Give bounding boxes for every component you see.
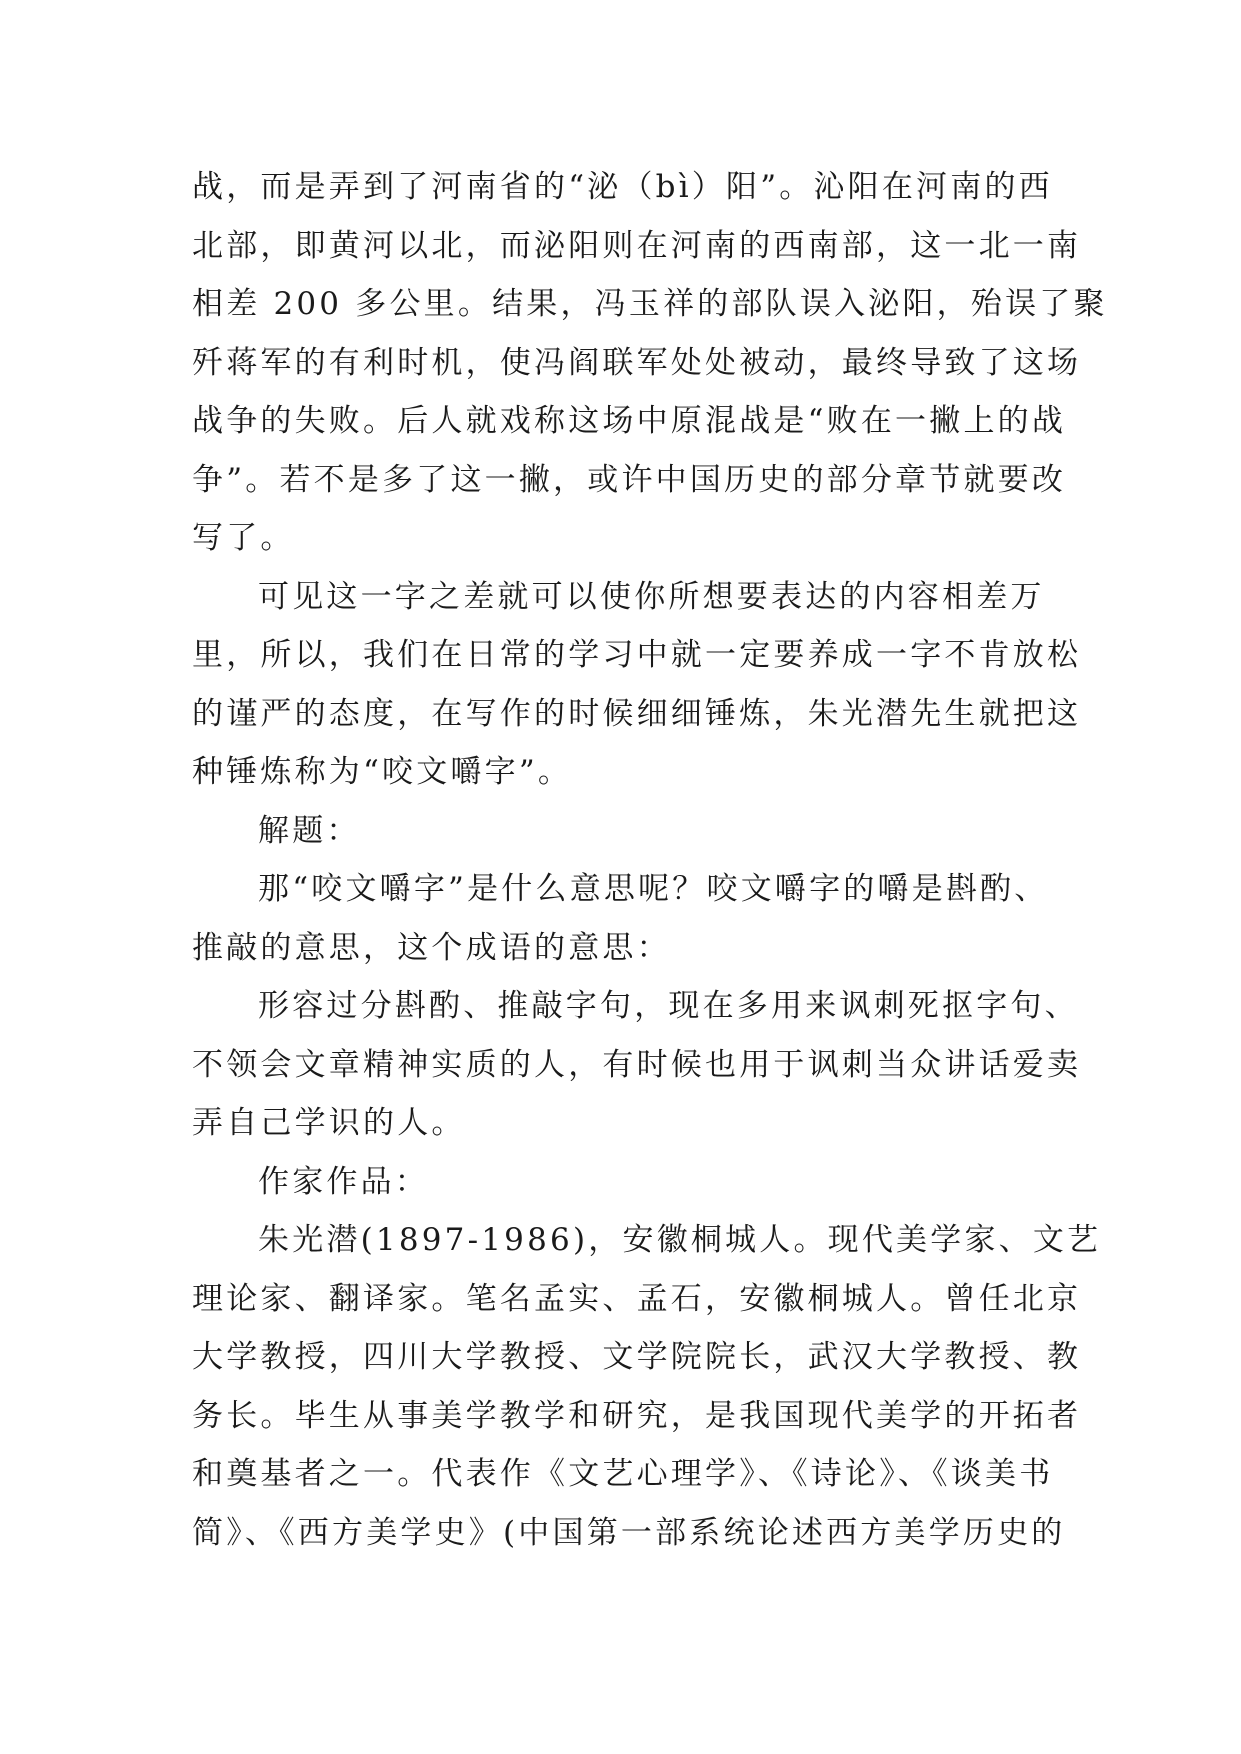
text-line: 大学教授，四川大学教授、文学院院长，武汉大学教授、教 — [192, 1339, 1082, 1375]
text-line: 不领会文章精神实质的人，有时候也用于讽刺当众讲话爱卖 — [192, 1046, 1082, 1083]
text-line: 相差 200 多公里。结果，冯玉祥的部队误入泌阳，殆误了聚 — [192, 286, 1108, 322]
text-line: 理论家、翻译家。笔名孟实、孟石，安徽桐城人。曾任北京 — [192, 1280, 1082, 1317]
text-line: 简》、《西方美学史》(中国第一部系统论述西方美学历史的 — [192, 1514, 1066, 1551]
text-line: 务长。毕生从事美学教学和研究，是我国现代美学的开拓者 — [192, 1397, 1082, 1434]
text-line: 形容过分斟酌、推敲字句，现在多用来讽刺死抠字句、 — [258, 988, 1079, 1024]
text-line: 争”。若不是多了这一撇，或许中国历史的部分章节就要改 — [192, 461, 1067, 498]
text-line: 弄自己学识的人。 — [192, 1105, 466, 1141]
text-line: 北部，即黄河以北，而泌阳则在河南的西南部，这一北一南 — [192, 227, 1082, 264]
text-line: 可见这一字之差就可以使你所想要表达的内容相差万 — [258, 578, 1045, 615]
text-line: 和奠基者之一。代表作《文艺心理学》、《诗论》、《谈美书 — [192, 1456, 1054, 1492]
text-line: 作家作品： — [258, 1163, 429, 1200]
text-line: 战，而是弄到了河南省的“泌（bì）阳”。沁阳在河南的西 — [192, 169, 1053, 205]
text-line: 歼蒋军的有利时机，使冯阎联军处处被动，最终导致了这场 — [192, 344, 1082, 381]
text-line: 战争的失败。后人就戏称这场中原混战是“败在一撇上的战 — [192, 403, 1067, 439]
text-line: 的谨严的态度，在写作的时候细细锤炼，朱光潜先生就把这 — [192, 695, 1082, 732]
text-line: 里，所以，我们在日常的学习中就一定要养成一字不肯放松 — [192, 637, 1082, 673]
document-body — [192, 158, 1108, 1562]
text-line: 那“咬文嚼字”是什么意思呢？咬文嚼字的嚼是斟酌、 — [258, 871, 1049, 907]
text-line: 种锤炼称为“咬文嚼字”。 — [192, 754, 573, 790]
text-line: 解题： — [258, 812, 361, 849]
text-line: 朱光潜(1897-1986)，安徽桐城人。现代美学家、文艺 — [258, 1222, 1102, 1258]
text-line: 写了。 — [192, 520, 295, 556]
text-line: 推敲的意思，这个成语的意思： — [192, 929, 671, 966]
